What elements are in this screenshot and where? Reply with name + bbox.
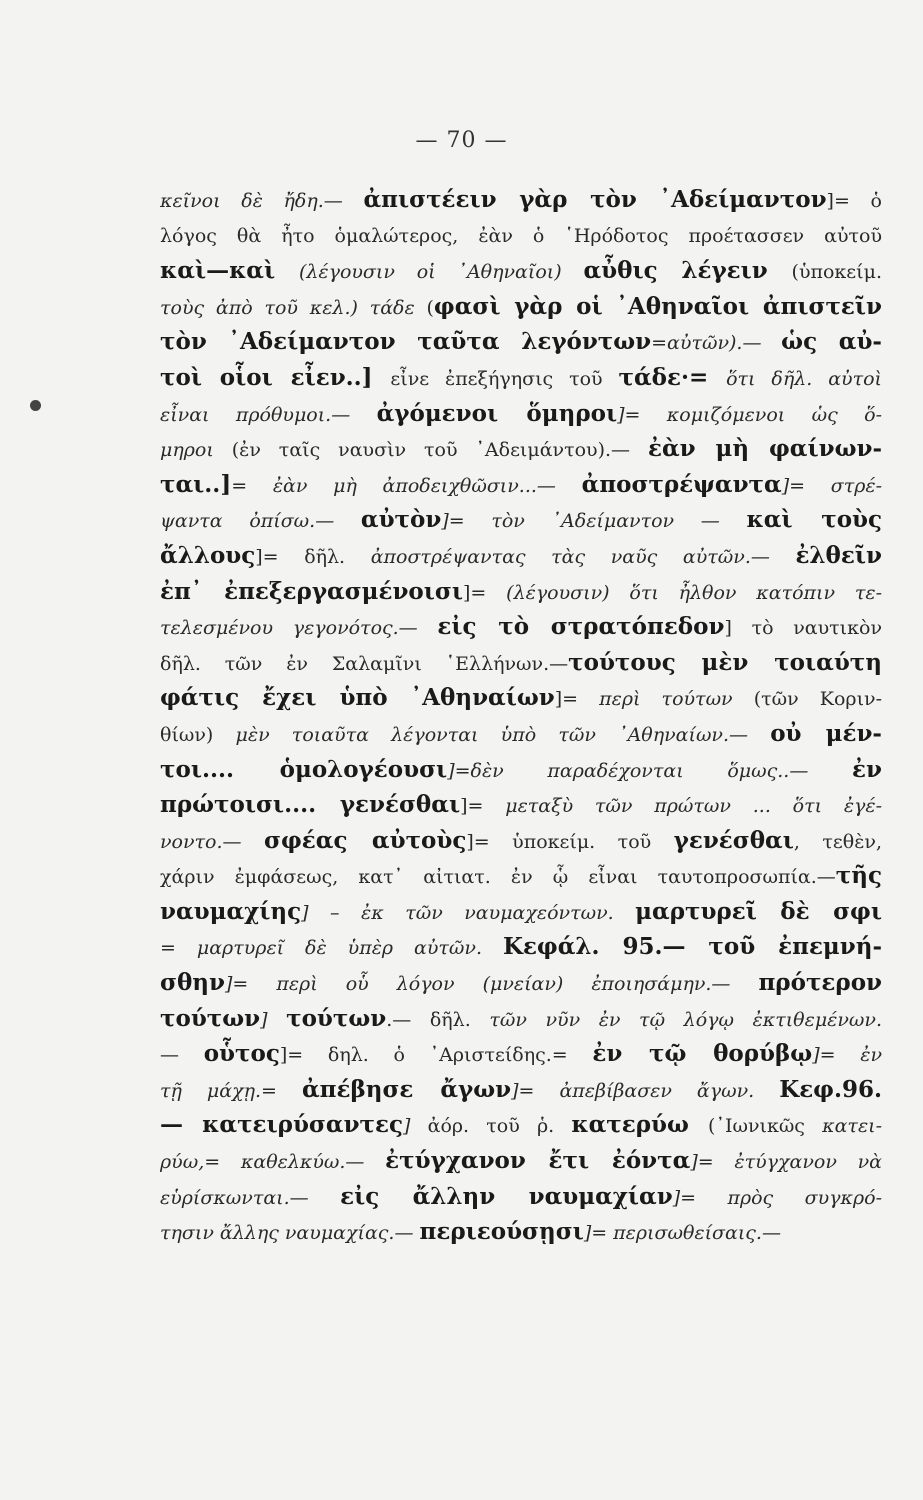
text-line bbox=[160, 609, 882, 645]
gloss-text: ]= ἐν bbox=[812, 1044, 882, 1067]
lemma-text: Κεφάλ. 95.— τοῦ ἐπεμνή- bbox=[502, 933, 882, 961]
lemma-text: τοὶ οἷοι εἶεν..] bbox=[160, 363, 391, 391]
gloss-text: εὑρίσκωνται.— bbox=[160, 1186, 341, 1209]
lemma-text: ἐὰν μὴ φαίνων- bbox=[648, 435, 882, 463]
lemma-text: πρότερον bbox=[758, 969, 882, 997]
gloss-text: κατει- bbox=[822, 1115, 882, 1138]
text-line bbox=[160, 324, 882, 360]
note-text: ( bbox=[426, 296, 434, 319]
lemma-text: — κατειρύσαντες bbox=[160, 1111, 404, 1139]
lemma-text: τῆς bbox=[835, 862, 882, 890]
lemma-text: ἐν bbox=[852, 755, 882, 783]
gloss-text: νοντο.— bbox=[160, 830, 265, 853]
lemma-text: Κεφ.96. bbox=[779, 1075, 882, 1103]
commentary-text bbox=[160, 182, 882, 1250]
note-text: ] τὸ ναυτικὸν bbox=[724, 617, 882, 640]
lemma-text: ναυμαχίης bbox=[160, 897, 302, 925]
gloss-text: (λέγουσιν) ὅτι ἦλθον κατόπιν τε- bbox=[506, 581, 882, 604]
gloss-text: τησιν ἄλλης ναυμαχίας.— bbox=[160, 1222, 420, 1245]
note-text: ]= bbox=[463, 581, 507, 604]
text-line bbox=[160, 360, 882, 396]
text-line bbox=[160, 182, 882, 218]
lemma-text: ἀγόμενοι ὅμηροι bbox=[376, 399, 618, 427]
lemma-text: ἀπέβησε ἄγων bbox=[301, 1075, 512, 1103]
page-number: — 70 — bbox=[415, 128, 508, 153]
text-line bbox=[160, 1036, 882, 1072]
lemma-text: ται..] bbox=[160, 470, 232, 498]
text-line bbox=[160, 645, 882, 681]
text-line bbox=[160, 1001, 882, 1037]
lemma-text: γενέσθαι bbox=[673, 826, 794, 854]
text-line bbox=[160, 218, 882, 254]
lemma-text: ἀποστρέψαντα bbox=[581, 470, 782, 498]
lemma-text: αὖθις λέγειν bbox=[583, 257, 792, 285]
lemma-text: μαρτυρεῖ δὲ σφι bbox=[635, 897, 882, 925]
gloss-text: (λέγουσιν οἱ ᾿Αθηναῖοι) bbox=[298, 261, 584, 284]
gloss-text: ] – ἐκ τῶν ναυμαχεόντων. bbox=[301, 901, 636, 924]
gloss-text: ψαντα ὀπίσω.— bbox=[160, 510, 361, 533]
text-line bbox=[160, 396, 882, 432]
note-text: χάριν ἐμφάσεως, κατ᾿ αἰτιατ. ἐν ᾧ εἶναι ταυτοπροσωπία.— bbox=[160, 866, 836, 889]
text-line bbox=[160, 431, 882, 467]
lemma-text: ἐν τῷ θορύβῳ bbox=[592, 1040, 813, 1068]
note-text: ]= bbox=[554, 688, 600, 711]
lemma-text: καὶ—καὶ bbox=[160, 257, 299, 285]
lemma-text: τὸν ᾿Αδείμαντον ταῦτα λεγόντων bbox=[160, 328, 652, 356]
text-line bbox=[160, 289, 882, 325]
gloss-text: μὲν τοιαῦτα λέγονται ὑπὸ τῶν ᾿Αθηναίων.— bbox=[235, 723, 771, 746]
gloss-text: περὶ τούτων bbox=[599, 688, 754, 711]
gloss-text: τελεσμένου γεγονότος.— bbox=[160, 617, 438, 640]
note-text: ἀόρ. τοῦ ῥ. bbox=[427, 1115, 572, 1138]
lemma-text: τούτων bbox=[160, 1004, 261, 1032]
gloss-text: ] bbox=[260, 1008, 287, 1031]
note-text: ]= ὁ bbox=[826, 190, 882, 212]
note-text: .— δῆλ. bbox=[386, 1008, 490, 1031]
lemma-text: τάδε·= bbox=[618, 363, 727, 391]
gloss-text: =αὐτῶν).— bbox=[651, 332, 782, 355]
gloss-text: μεταξὺ τῶν πρώτων ... ὅτι ἐγέ- bbox=[505, 795, 882, 818]
lemma-text: οὗτος bbox=[203, 1040, 280, 1068]
lemma-text: αὐτὸν bbox=[360, 506, 442, 534]
text-line bbox=[160, 1107, 882, 1143]
text-line bbox=[160, 894, 882, 930]
lemma-text: περιεούσῃσι bbox=[419, 1218, 584, 1246]
lemma-text: τούτων bbox=[286, 1004, 387, 1032]
text-line bbox=[160, 502, 882, 538]
gloss-text: μηροι bbox=[160, 439, 232, 462]
lemma-text: ὡς αὐ- bbox=[781, 328, 882, 356]
lemma-text: εἰς ἄλλην ναυμαχίαν bbox=[340, 1182, 673, 1210]
gloss-text: τῶν νῦν ἐν τῷ λόγῳ ἐκτιθεμένων. bbox=[489, 1008, 882, 1031]
lemma-text: κατερύω bbox=[571, 1111, 709, 1139]
gloss-text: εἶναι πρόθυμοι.— bbox=[160, 403, 377, 426]
lemma-text: τοι.... ὁμολογέουσι bbox=[160, 755, 448, 783]
gloss-text: τοὺς ἀπὸ τοῦ κελ.) τάδε bbox=[160, 296, 427, 319]
gloss-text: ]=δὲν παραδέχονται ὅμως..— bbox=[447, 759, 853, 782]
text-line bbox=[160, 929, 882, 965]
gloss-text: ἀποστρέψαντας τὰς ναῦς αὐτῶν.— bbox=[370, 545, 796, 568]
gloss-text: = ἐὰν μὴ ἀποδειχθῶσιν...— bbox=[231, 474, 582, 497]
text-line bbox=[160, 253, 882, 289]
text-line bbox=[160, 1214, 882, 1250]
note-text: (τῶν Κοριν- bbox=[753, 688, 882, 711]
text-line bbox=[160, 1179, 882, 1215]
note-text: ]= bbox=[460, 795, 506, 818]
text-line bbox=[160, 858, 882, 894]
gloss-text: ] bbox=[403, 1115, 428, 1138]
note-text: ]= δηλ. ὁ ᾿Αριστείδης.= bbox=[279, 1044, 593, 1067]
gloss-text: ]= περισωθείσαις.— bbox=[583, 1222, 781, 1245]
gloss-text: ὅτι δῆλ. αὐτοὶ bbox=[726, 367, 882, 390]
note-text: θίων) bbox=[160, 723, 236, 746]
note-text: (᾿Ιωνικῶς bbox=[708, 1115, 823, 1138]
note-text: (ὑποκείμ. bbox=[791, 261, 882, 284]
note-text: δῆλ. τῶν ἐν Σαλαμῖνι ῾Ελλήνων.— bbox=[160, 652, 569, 675]
lemma-text: σφέας αὐτοὺς bbox=[264, 826, 467, 854]
lemma-text: εἰς τὸ στρατόπεδον bbox=[437, 613, 725, 641]
lemma-text: ἄλλους bbox=[160, 541, 256, 569]
text-line bbox=[160, 467, 882, 503]
text-line bbox=[160, 965, 882, 1001]
lemma-text: ἐπ᾿ ἐπεξεργασμένοισι bbox=[160, 577, 463, 605]
gloss-text: ρύω,= καθελκύω.— bbox=[160, 1151, 386, 1174]
gloss-text: ]= περὶ οὗ λόγον (μνείαν) ἐποιησάμην.— bbox=[224, 973, 759, 996]
note-text: εἶνε ἐπεξήγησις τοῦ bbox=[390, 367, 619, 390]
text-line bbox=[160, 1072, 882, 1108]
gloss-text: τῇ μάχῃ.= bbox=[160, 1079, 302, 1102]
note-text: λόγος θὰ ἦτο ὁμαλώτερος, ἐὰν ὁ ῾Ηρόδοτος προέτασσεν αὐτοῦ bbox=[160, 224, 882, 247]
gloss-text: ]= κομιζόμενοι ὡς ὅ- bbox=[617, 403, 882, 426]
text-line bbox=[160, 1143, 882, 1179]
lemma-text: ἀπιστέειν γὰρ τὸν ᾿Αδείμαντον bbox=[363, 186, 827, 213]
gloss-text: κεῖνοι δὲ ἤδη.— bbox=[160, 190, 364, 212]
gloss-text: ]= τὸν ᾿Αδείμαντον — bbox=[441, 510, 747, 533]
text-line bbox=[160, 538, 882, 574]
note-text: (ἐν ταῖς ναυσὶν τοῦ ᾿Αδειμάντου).— bbox=[231, 439, 648, 462]
note-text: , τεθὲν, bbox=[793, 830, 882, 853]
gloss-text: ]= ἀπεβίβασεν ἄγων. bbox=[511, 1079, 780, 1102]
gloss-text: ]= πρὸς συγκρό- bbox=[672, 1186, 882, 1209]
gloss-text: ]= στρέ- bbox=[781, 474, 882, 497]
gloss-text: ]= ἐτύγχανον νὰ bbox=[690, 1151, 882, 1174]
lemma-text: ἐτύγχανον ἔτι ἐόντα bbox=[385, 1147, 691, 1175]
note-text: ]= ὑποκείμ. τοῦ bbox=[466, 830, 674, 853]
lemma-text: φάτις ἔχει ὑπὸ ᾿Αθηναίων bbox=[160, 684, 555, 712]
lemma-text: ἐλθεῖν bbox=[795, 541, 882, 569]
lemma-text: φασὶ γὰρ οἱ ᾿Αθηναῖοι ἀπιστεῖν bbox=[433, 292, 882, 320]
lemma-text: πρώτοισι.... γενέσθαι bbox=[160, 791, 461, 819]
text-line bbox=[160, 574, 882, 610]
note-text: ]= δῆλ. bbox=[255, 545, 371, 568]
text-line bbox=[160, 823, 882, 859]
text-line bbox=[160, 787, 882, 823]
text-line bbox=[160, 752, 882, 788]
lemma-text: τούτους μὲν τοιαύτη bbox=[568, 648, 882, 676]
lemma-text: σθην bbox=[160, 969, 225, 997]
margin-dot bbox=[30, 400, 41, 411]
text-line bbox=[160, 716, 882, 752]
lemma-text: καὶ τοὺς bbox=[746, 506, 882, 534]
gloss-text: = μαρτυρεῖ δὲ ὑπὲρ αὐτῶν. bbox=[160, 937, 503, 960]
note-text: — bbox=[160, 1044, 204, 1067]
lemma-text: οὐ μέν- bbox=[770, 719, 882, 747]
text-line bbox=[160, 680, 882, 716]
